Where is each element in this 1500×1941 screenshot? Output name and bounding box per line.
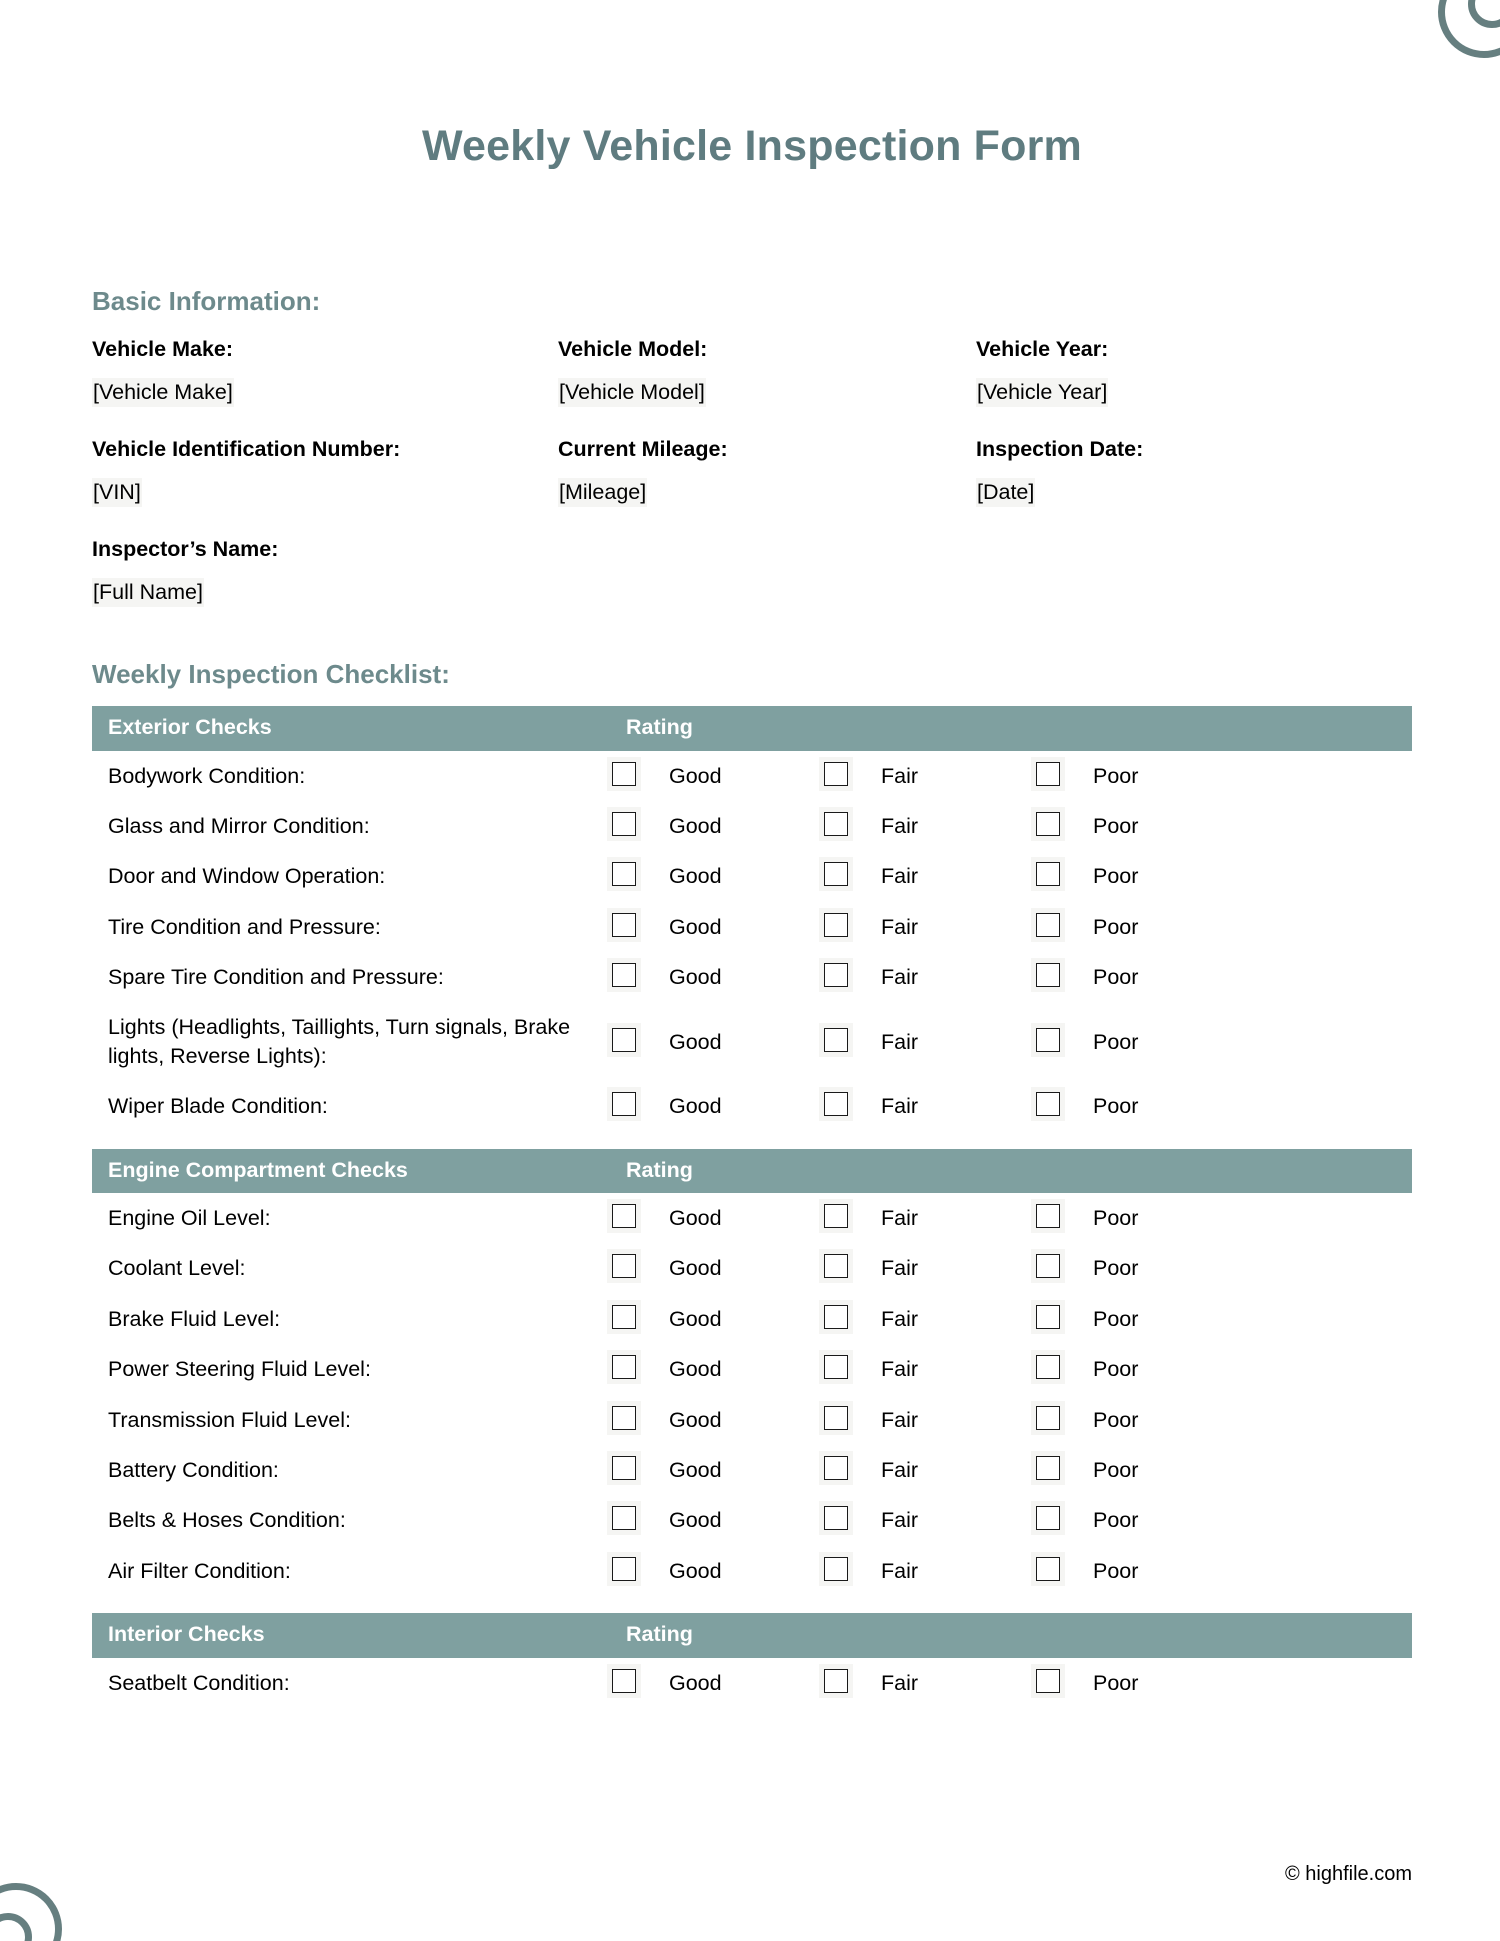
checkbox-fair[interactable] [824,1506,848,1530]
rating-option-cell [824,1243,1036,1293]
rating-option-label: Poor [1093,1407,1139,1432]
rating-option-label: Good [669,813,722,838]
footer-credit: © highfile.com [1284,1863,1412,1885]
checkbox-poor[interactable] [1036,1092,1060,1116]
rating-option-cell [1036,1445,1412,1495]
rating-option-cell [824,902,1036,952]
inspection-checklist-table [92,706,1412,1708]
rating-option-cell [612,1658,824,1708]
rating-option-label: Good [669,1407,722,1432]
checkbox-good[interactable] [612,1506,636,1530]
rating-option-label: Poor [1093,1206,1139,1230]
rating-option-cell [612,902,824,952]
checklist-item-label: Power Steering Fluid Level: [108,1357,371,1382]
table-row [92,1243,1412,1293]
vehicle-year-input[interactable] [976,379,1412,440]
field-label: Inspection Date: [976,437,1144,461]
checkbox-poor[interactable] [1036,812,1060,836]
grid-filler-2 [976,539,1412,582]
checkbox-fair[interactable] [824,1305,848,1329]
checkbox-fair[interactable] [824,1456,848,1480]
rating-option-label: Fair [881,1558,919,1583]
vehicle-model-input[interactable] [558,379,976,440]
rating-option-label: Good [669,1558,722,1583]
rating-option-cell [824,1344,1036,1394]
rating-option-cell [1036,1658,1412,1708]
field-label: Vehicle Year: [976,337,1109,361]
field-vehicle-model [558,339,976,382]
checkbox-good[interactable] [612,812,636,836]
rating-option-cell [824,1658,1036,1708]
current-mileage-value: [Mileage] [558,478,647,507]
rating-option-cell [1036,801,1412,851]
rating-option-label: Fair [881,1206,919,1230]
rating-option-cell [612,1294,824,1344]
section-title: Engine Compartment Checks [92,1149,612,1194]
field-label: Inspector’s Name: [92,537,279,561]
checklist-item-label: Engine Oil Level: [108,1206,271,1230]
section-spacer [92,1132,1412,1149]
rating-option-label: Poor [1093,914,1139,939]
checkbox-good[interactable] [612,913,636,937]
section-header-row [92,1149,1412,1194]
inspector-name-input[interactable] [92,579,558,640]
checkbox-fair[interactable] [824,812,848,836]
checkbox-good[interactable] [612,1669,636,1693]
inspection-date-input[interactable] [976,479,1412,540]
checkbox-fair[interactable] [824,1557,848,1581]
rating-option-cell [612,1002,824,1081]
vehicle-year-value: [Vehicle Year] [976,378,1108,407]
rating-option-label: Fair [881,1029,919,1054]
rating-option-label: Good [669,1508,722,1533]
checklist-item-label: Tire Condition and Pressure: [108,914,381,939]
grid-filler-3 [558,582,976,640]
rating-option-cell [824,1193,1036,1243]
basic-information-heading: Basic Information: [92,286,321,316]
rating-option-label: Fair [881,763,919,788]
rating-option-cell [612,1081,824,1131]
rating-option-cell [824,851,1036,901]
section-title: Exterior Checks [92,706,612,751]
table-row [92,1344,1412,1394]
checkbox-fair[interactable] [824,1355,848,1379]
checklist-item-label: Bodywork Condition: [108,763,306,788]
rating-option-label: Poor [1093,1029,1139,1054]
rating-option-cell [1036,1546,1412,1596]
rating-option-label: Poor [1093,1558,1139,1583]
rating-option-cell [824,1546,1036,1596]
rating-option-cell [824,1081,1036,1131]
checklist-item-label: Door and Window Operation: [108,864,386,889]
checkbox-fair[interactable] [824,762,848,786]
checkbox-good[interactable] [612,1092,636,1116]
rating-option-label: Good [669,763,722,788]
rating-option-cell [1036,952,1412,1002]
rating-option-label: Poor [1093,1670,1139,1695]
rating-option-label: Good [669,914,722,939]
checkbox-poor[interactable] [1036,1669,1060,1693]
checkbox-good[interactable] [612,1456,636,1480]
rating-option-label: Good [669,1029,722,1054]
rating-option-cell [824,801,1036,851]
checkbox-fair[interactable] [824,862,848,886]
page-title: Weekly Vehicle Inspection Form [422,122,1082,170]
rating-option-label: Poor [1093,965,1139,989]
rating-option-cell [824,1495,1036,1545]
table-row [92,1193,1412,1243]
checkbox-good[interactable] [612,1355,636,1379]
checklist-item-label: Brake Fluid Level: [108,1306,281,1331]
checkbox-poor[interactable] [1036,1204,1060,1228]
rating-option-cell [1036,902,1412,952]
field-vehicle-make [92,339,558,382]
section-header-row [92,1613,1412,1658]
rating-option-label: Fair [881,1256,919,1281]
checkbox-fair[interactable] [824,1406,848,1430]
basic-information-grid [92,339,1412,639]
checklist-item-label: Transmission Fluid Level: [108,1407,351,1432]
rating-option-label: Poor [1093,763,1139,788]
checkbox-good[interactable] [612,1406,636,1430]
rating-option-label: Good [669,965,722,989]
table-row [92,1658,1412,1708]
vin-value: [VIN] [92,478,142,507]
current-mileage-input[interactable] [558,479,976,540]
checkbox-poor[interactable] [1036,1028,1060,1052]
rating-option-cell [1036,1002,1412,1081]
checkbox-poor[interactable] [1036,1557,1060,1581]
field-inspection-date [976,439,1412,482]
table-row [92,801,1412,851]
rating-option-label: Poor [1093,813,1139,838]
table-row [92,1081,1412,1131]
rating-option-cell [1036,1081,1412,1131]
rating-option-cell [1036,1193,1412,1243]
rating-option-cell [824,1395,1036,1445]
rating-option-cell [1036,1395,1412,1445]
rating-option-label: Poor [1093,1457,1139,1482]
checkbox-poor[interactable] [1036,1254,1060,1278]
checklist-item-label: Wiper Blade Condition: [108,1094,328,1119]
field-label: Current Mileage: [558,437,728,461]
table-row [92,1495,1412,1545]
checklist-heading: Weekly Inspection Checklist: [92,659,450,689]
rating-option-label: Poor [1093,1256,1139,1281]
checkbox-fair[interactable] [824,1669,848,1693]
checkbox-good[interactable] [612,1557,636,1581]
rating-option-cell [612,751,824,801]
field-current-mileage [558,439,976,482]
rating-option-cell [612,1445,824,1495]
field-label: Vehicle Identification Number: [92,437,401,461]
section-title: Interior Checks [92,1613,612,1658]
rating-option-label: Good [669,1357,722,1382]
grid-filler-1 [558,539,976,582]
checkbox-fair[interactable] [824,913,848,937]
rating-option-cell [612,1243,824,1293]
rating-option-label: Good [669,864,722,889]
rating-option-cell [612,801,824,851]
checkbox-good[interactable] [612,862,636,886]
checklist-item-label: Coolant Level: [108,1256,246,1281]
checkbox-good[interactable] [612,1254,636,1278]
field-label: Vehicle Make: [92,337,234,361]
rating-option-cell [1036,1294,1412,1344]
checkbox-poor[interactable] [1036,963,1060,987]
checkbox-fair[interactable] [824,1028,848,1052]
rating-option-label: Good [669,1206,722,1230]
rating-option-label: Fair [881,813,919,838]
rating-option-label: Fair [881,1306,919,1331]
table-row [92,1294,1412,1344]
table-row [92,1395,1412,1445]
rating-option-cell [612,1546,824,1596]
checkbox-poor[interactable] [1036,862,1060,886]
rating-option-label: Good [669,1670,722,1695]
checkbox-poor[interactable] [1036,762,1060,786]
checklist-item-label: Air Filter Condition: [108,1558,291,1583]
table-row [92,851,1412,901]
checklist-item-label: Spare Tire Condition and Pressure: [108,965,444,989]
checkbox-poor[interactable] [1036,1305,1060,1329]
field-vehicle-year [976,339,1412,382]
rating-option-cell [612,1193,824,1243]
table-row [92,751,1412,801]
inspector-name-value: [Full Name] [92,578,204,607]
rating-option-label: Fair [881,1407,919,1432]
checklist-item-label: Battery Condition: [108,1457,279,1482]
vehicle-make-input[interactable] [92,379,558,440]
checkbox-poor[interactable] [1036,1406,1060,1430]
checkbox-good[interactable] [612,1204,636,1228]
checklist-item-label: Lights (Headlights, Taillights, Turn signals, Brake lights, Reverse Lights): [108,1015,571,1068]
section-header-row [92,706,1412,751]
rating-option-label: Good [669,1094,722,1119]
rating-option-label: Fair [881,1357,919,1382]
field-label: Vehicle Model: [558,337,708,361]
rating-option-cell [1036,851,1412,901]
field-vin [92,439,558,482]
rating-option-label: Fair [881,1457,919,1482]
rating-option-label: Good [669,1256,722,1281]
rating-option-label: Fair [881,1670,919,1695]
rating-option-cell [612,1344,824,1394]
rating-option-cell [612,1495,824,1545]
checkbox-fair[interactable] [824,1254,848,1278]
table-row [92,1445,1412,1495]
rating-column-header: Rating [612,706,1412,751]
rating-option-label: Poor [1093,1357,1139,1382]
rating-option-label: Fair [881,1094,919,1119]
rating-option-cell [612,1395,824,1445]
vehicle-make-value: [Vehicle Make] [92,378,234,407]
rating-option-cell [824,1445,1036,1495]
rating-option-cell [1036,1243,1412,1293]
checkbox-fair[interactable] [824,963,848,987]
checkbox-good[interactable] [612,1028,636,1052]
checkbox-poor[interactable] [1036,1355,1060,1379]
rating-option-cell [612,851,824,901]
checklist-item-label: Seatbelt Condition: [108,1670,290,1695]
rating-option-label: Fair [881,914,919,939]
checkbox-poor[interactable] [1036,1456,1060,1480]
checkbox-good[interactable] [612,963,636,987]
checkbox-poor[interactable] [1036,1506,1060,1530]
checklist-item-label: Belts & Hoses Condition: [108,1508,346,1533]
checkbox-good[interactable] [612,1305,636,1329]
rating-option-cell [824,1294,1036,1344]
rating-option-label: Poor [1093,1306,1139,1331]
vin-input[interactable] [92,479,558,540]
rating-option-cell [1036,751,1412,801]
rating-option-cell [824,1002,1036,1081]
rating-option-cell [612,952,824,1002]
document-content [92,0,1412,1708]
rating-option-cell [1036,1344,1412,1394]
rating-option-cell [1036,1495,1412,1545]
rating-option-label: Fair [881,1508,919,1533]
checkbox-fair[interactable] [824,1092,848,1116]
inspection-date-value: [Date] [976,478,1035,507]
rating-option-label: Poor [1093,1094,1139,1119]
table-row [92,902,1412,952]
grid-filler-4 [976,582,1412,640]
table-row [92,1546,1412,1596]
section-spacer [92,1596,1412,1613]
table-row [92,952,1412,1002]
rating-option-label: Fair [881,965,919,989]
rating-option-label: Poor [1093,1508,1139,1533]
rating-option-label: Good [669,1306,722,1331]
rating-column-header: Rating [612,1613,1412,1658]
table-row [92,1002,1412,1081]
checkbox-fair[interactable] [824,1204,848,1228]
rating-option-label: Poor [1093,864,1139,889]
checkbox-good[interactable] [612,762,636,786]
checklist-item-label: Glass and Mirror Condition: [108,813,370,838]
checkbox-poor[interactable] [1036,913,1060,937]
rating-option-cell [824,952,1036,1002]
rating-option-label: Fair [881,864,919,889]
rating-option-label: Good [669,1457,722,1482]
rating-column-header: Rating [612,1149,1412,1194]
rating-option-cell [824,751,1036,801]
field-inspector-name [92,539,558,582]
vehicle-model-value: [Vehicle Model] [558,378,706,407]
